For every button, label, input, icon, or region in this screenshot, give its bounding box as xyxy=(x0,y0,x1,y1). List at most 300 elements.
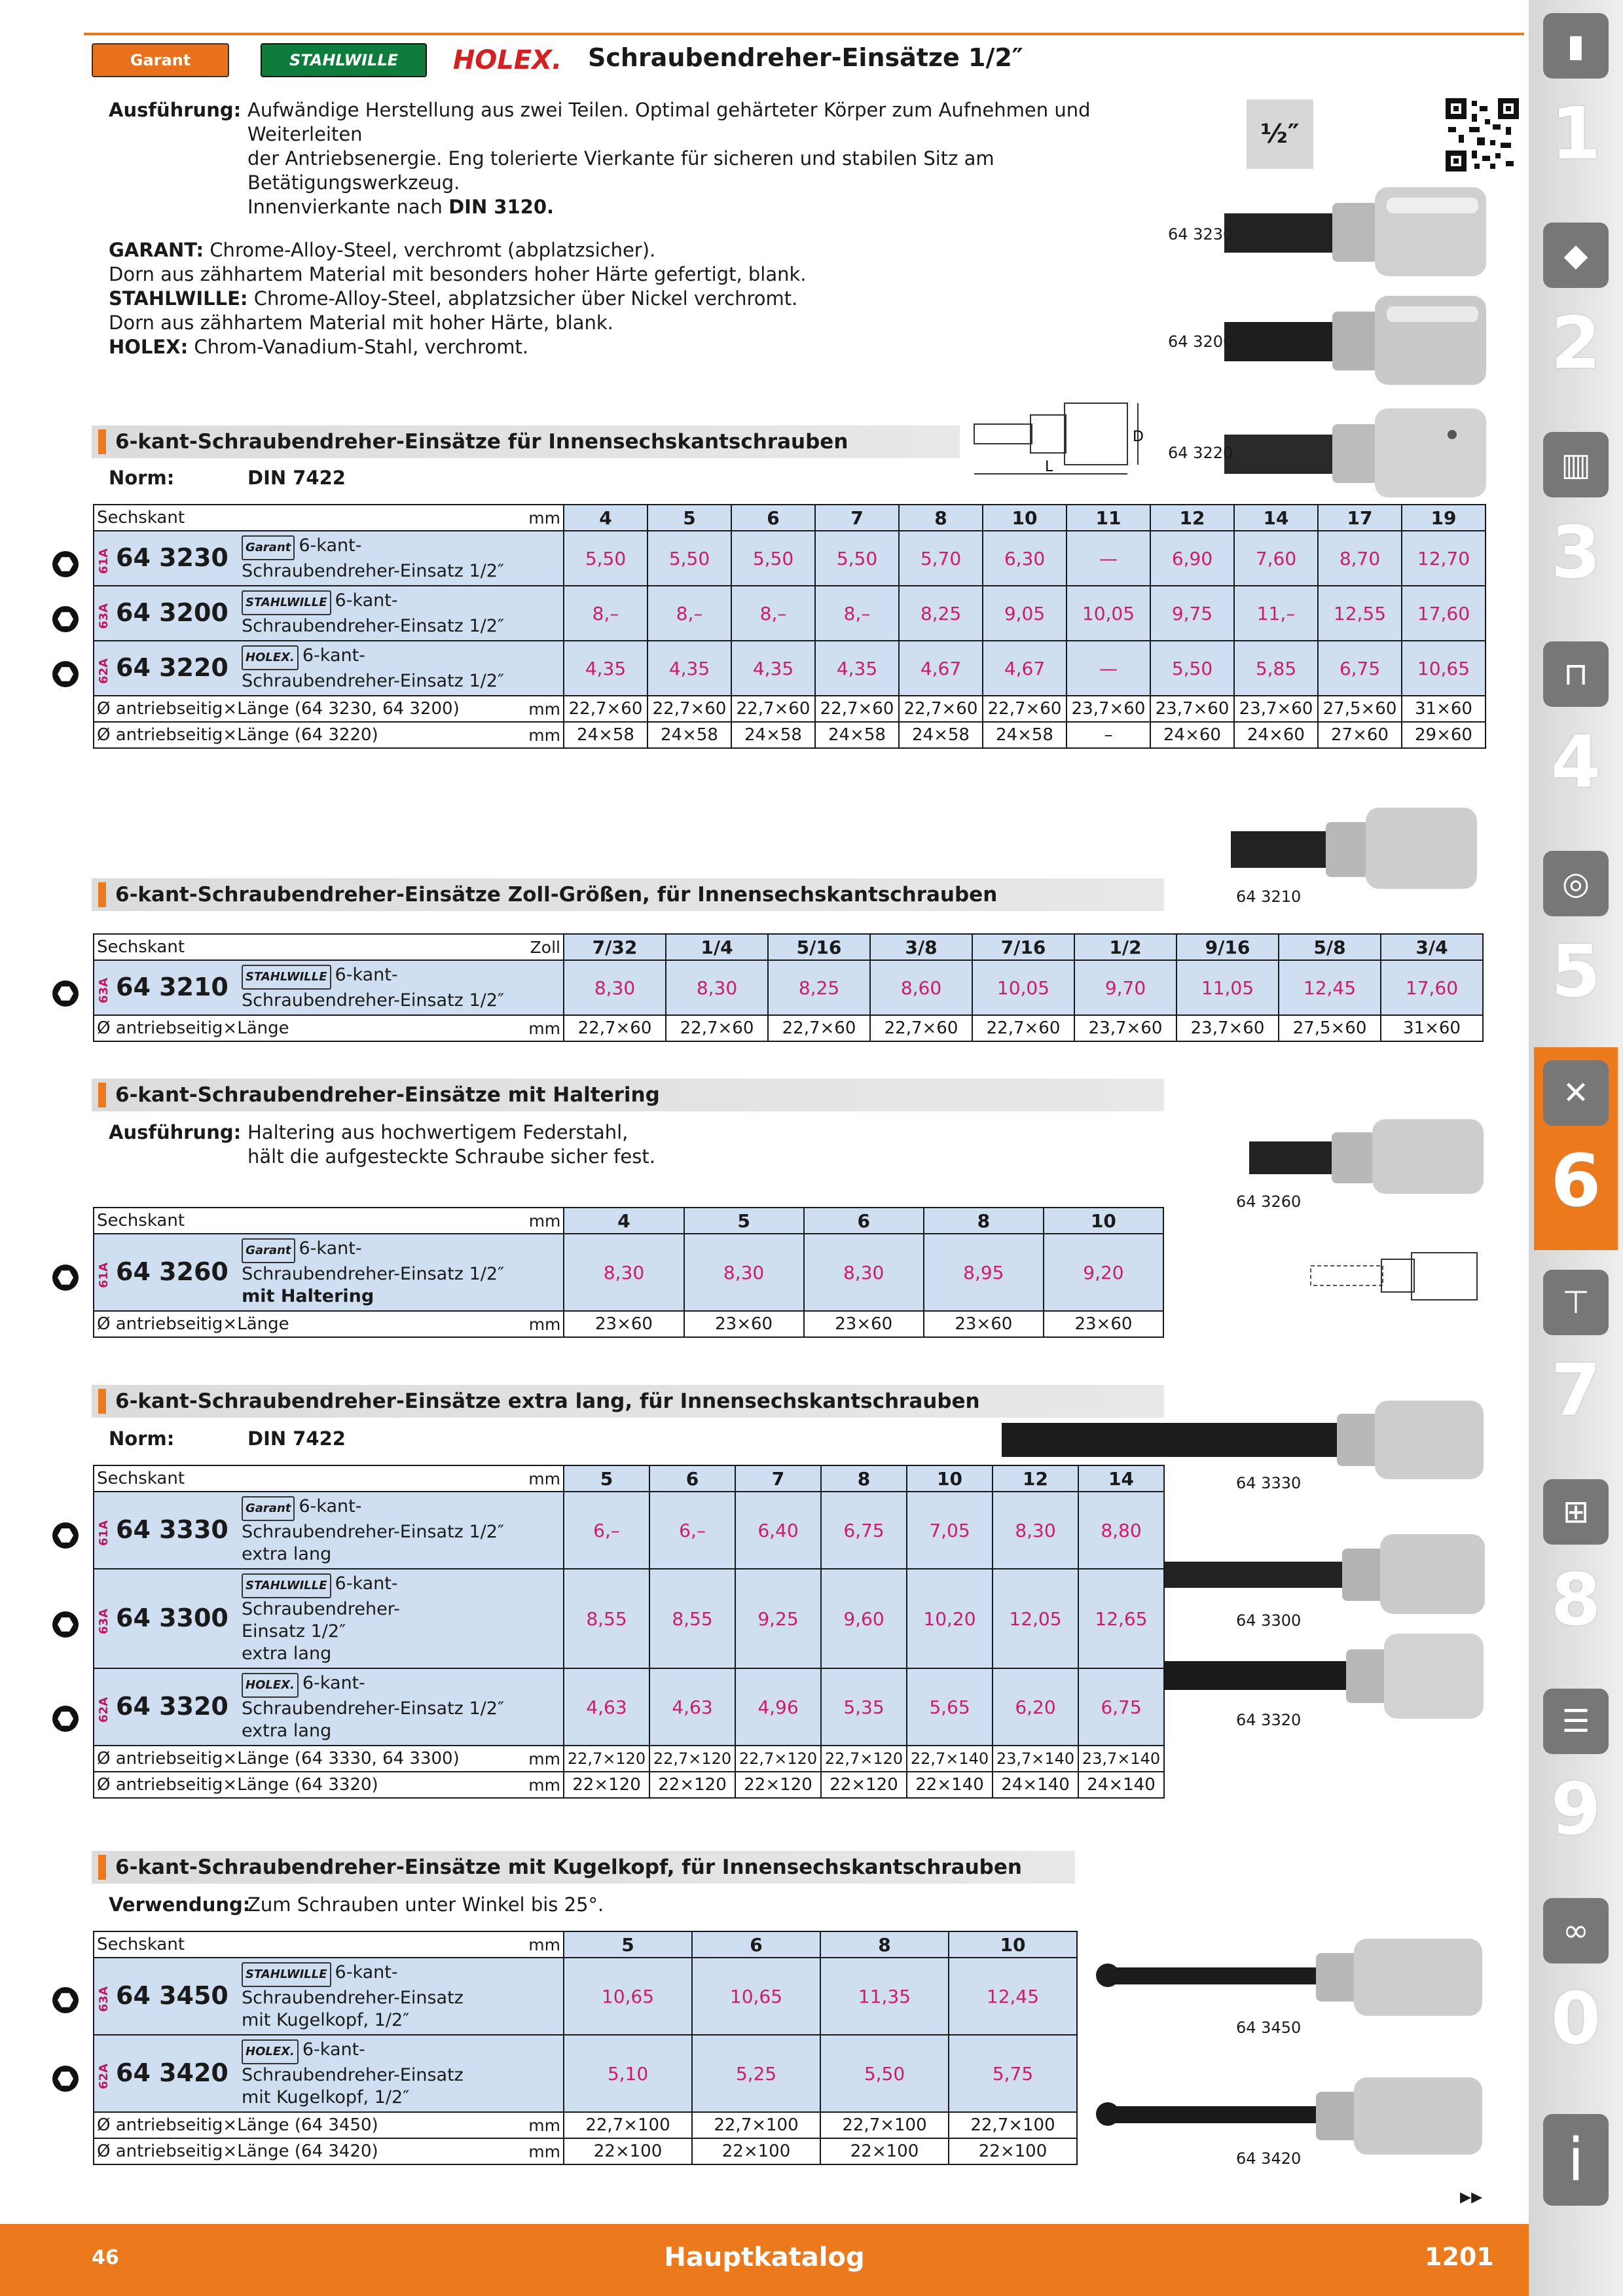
table-row[interactable] xyxy=(94,2035,1077,2112)
price-cell: 11,05 xyxy=(1176,960,1279,1015)
desc-line: 6-kant- xyxy=(335,964,398,985)
dim-cell: 22×100 xyxy=(564,2138,692,2164)
image-label-643200: 64 3200 xyxy=(1168,332,1233,351)
table-header-row xyxy=(94,505,1486,531)
dim-cell: 22×120 xyxy=(564,1772,649,1798)
dimension-row xyxy=(94,1311,1163,1337)
desc-line: Schraubendreher-Einsatz 1/2″ xyxy=(242,1263,505,1284)
brand-mark: Garant xyxy=(242,1238,295,1263)
dim-unit: mm xyxy=(239,1772,564,1798)
s3-exec-text xyxy=(247,1121,655,1169)
sidebar-item-8[interactable] xyxy=(1534,1466,1618,1669)
stahlwille-logo: STAHLWILLE xyxy=(261,43,427,77)
price-cell: 11,– xyxy=(1234,586,1318,641)
price-cell: 8,60 xyxy=(870,960,972,1015)
s1-norm-label: Norm: xyxy=(109,467,175,489)
head-label: Sechskant xyxy=(94,1465,239,1492)
dim-cell: 23,7×60 xyxy=(1074,1015,1176,1041)
hex-drive-icon xyxy=(52,551,79,577)
dim-cell: – xyxy=(1067,722,1150,748)
dim-unit: mm xyxy=(239,1015,564,1041)
size-cell: 5/16 xyxy=(768,934,870,960)
article-cell xyxy=(94,1569,239,1668)
price-cell: 9,25 xyxy=(735,1569,821,1668)
table-row[interactable] xyxy=(94,1958,1077,2035)
screwdriver-wrench-icon: ✕ xyxy=(1543,1060,1609,1126)
price-cell: 4,35 xyxy=(564,641,647,696)
dim-cell: 23×60 xyxy=(924,1311,1044,1337)
price-cell: — xyxy=(1067,531,1150,586)
price-cell: 4,96 xyxy=(735,1668,821,1746)
dim-cell: 22,7×60 xyxy=(899,696,983,722)
dim-cell: 22,7×60 xyxy=(666,1015,768,1041)
price-cell: 5,50 xyxy=(820,2035,949,2112)
dim-unit: mm xyxy=(239,722,564,748)
article-number[interactable]: 64 3330 xyxy=(116,1515,228,1544)
size-cell: 10 xyxy=(983,505,1067,531)
hex-drive-icon xyxy=(52,1265,79,1291)
desc-line: mit Kugelkopf, 1/2″ xyxy=(242,2009,410,2030)
size-cell: 8 xyxy=(821,1465,907,1492)
socket-image-643260 xyxy=(1244,1117,1493,1195)
price-cell: 5,50 xyxy=(1150,641,1234,696)
size-cell: 4 xyxy=(564,505,647,531)
dim-cell: 31×60 xyxy=(1402,696,1486,722)
article-tag: 61A xyxy=(97,1262,111,1288)
price-cell: 6,40 xyxy=(735,1492,821,1569)
desc-line: 6-kant- xyxy=(302,645,365,666)
head-unit: mm xyxy=(239,1931,564,1958)
table-s1 xyxy=(93,504,1486,749)
size-cell: 9/16 xyxy=(1176,934,1279,960)
dimension-row xyxy=(94,722,1486,748)
price-cell: 11,35 xyxy=(820,1958,949,2035)
desc-line: Schraubendreher-Einsatz xyxy=(242,1987,464,2008)
dim-cell: 24×58 xyxy=(815,722,899,748)
table-header-row xyxy=(94,1465,1164,1492)
table-row[interactable] xyxy=(94,1492,1164,1569)
table-s3 xyxy=(93,1207,1164,1338)
price-cell: 8,30 xyxy=(564,1234,684,1311)
table-row[interactable] xyxy=(94,641,1486,696)
dim-cell: 22,7×60 xyxy=(870,1015,972,1041)
insert-icon: ◆ xyxy=(1543,223,1609,288)
s5-use-value: Zum Schrauben unter Winkel bis 25°. xyxy=(247,1893,604,1916)
desc-line: 6-kant- xyxy=(302,1672,365,1693)
table-row[interactable] xyxy=(94,586,1486,641)
caliper-icon: ⊓ xyxy=(1543,641,1609,707)
dim-cell: 22,7×60 xyxy=(564,696,647,722)
dim-cell: 22×140 xyxy=(907,1772,993,1798)
dim-cell: 22,7×120 xyxy=(821,1746,907,1772)
dim-label: Ø antriebseitig×Länge (64 3420) xyxy=(94,2138,239,2164)
dimension-row xyxy=(94,1772,1164,1798)
price-cell: 5,70 xyxy=(899,531,983,586)
sidebar-number: 5 xyxy=(1550,929,1601,1013)
holex-text: Chrom-Vanadium-Stahl, verchromt. xyxy=(194,336,529,358)
sidebar-item-6[interactable] xyxy=(1534,1047,1618,1250)
price-cell: 5,25 xyxy=(692,2035,820,2112)
dim-cell: 24×58 xyxy=(983,722,1067,748)
price-cell: 6,– xyxy=(564,1492,649,1569)
sidebar-number: 3 xyxy=(1550,511,1601,594)
next-page-arrow-icon[interactable]: ▸▸ xyxy=(1460,2183,1483,2210)
desc-line: Schraubendreher-Einsatz 1/2″ xyxy=(242,990,504,1011)
s4-norm-value: DIN 7422 xyxy=(247,1427,346,1450)
price-cell: 7,60 xyxy=(1234,531,1318,586)
price-cell: 8,– xyxy=(647,586,731,641)
hex-drive-icon xyxy=(52,1987,79,2013)
article-number[interactable]: 64 3420 xyxy=(116,2058,228,2087)
dim-cell: 22×120 xyxy=(649,1772,735,1798)
dim-cell: 22×100 xyxy=(949,2138,1077,2164)
desc-line: Einsatz 1/2″ xyxy=(242,1621,346,1641)
price-cell: — xyxy=(1067,641,1150,696)
hex-drive-icon xyxy=(52,980,79,1007)
size-cell: 7/16 xyxy=(972,934,1074,960)
article-desc xyxy=(239,641,564,696)
sidebar-item-2[interactable] xyxy=(1534,209,1618,412)
sidebar-item-7[interactable] xyxy=(1534,1257,1618,1460)
price-cell: 4,63 xyxy=(564,1668,649,1746)
image-label-643300: 64 3300 xyxy=(1236,1611,1302,1630)
image-label-643320: 64 3320 xyxy=(1236,1711,1302,1729)
brand-mark: HOLEX. xyxy=(242,2039,299,2064)
article-number[interactable]: 64 3210 xyxy=(116,972,228,1001)
table-row[interactable] xyxy=(94,1668,1164,1746)
table-s4 xyxy=(93,1465,1165,1799)
sidebar-item-5[interactable] xyxy=(1534,838,1618,1041)
intro-text xyxy=(247,98,1197,219)
price-cell: 12,45 xyxy=(949,1958,1077,2035)
size-cell: 14 xyxy=(1078,1465,1164,1492)
dim-cell: 24×58 xyxy=(564,722,647,748)
dim-cell: 29×60 xyxy=(1402,722,1486,748)
dim-cell: 22,7×60 xyxy=(564,1015,666,1041)
saw-blade-icon: ◎ xyxy=(1543,851,1609,916)
size-cell: 1/4 xyxy=(666,934,768,960)
socket-image-643220 xyxy=(1218,406,1493,501)
size-cell: 4 xyxy=(564,1208,684,1234)
table-row[interactable] xyxy=(94,960,1483,1015)
price-cell: 9,20 xyxy=(1044,1234,1163,1311)
dim-cell: 22×120 xyxy=(735,1772,821,1798)
price-cell: 8,55 xyxy=(649,1569,735,1668)
dim-unit: mm xyxy=(239,2138,564,2164)
footer-catalog-title: Hauptkatalog xyxy=(664,2242,865,2272)
sidebar-number: 6 xyxy=(1550,1139,1601,1223)
garant-logo: Garant xyxy=(92,43,229,77)
price-cell: 8,30 xyxy=(804,1234,924,1311)
sidebar-item-3[interactable] xyxy=(1534,419,1618,622)
article-desc xyxy=(239,960,564,1015)
price-cell: 8,– xyxy=(815,586,899,641)
price-cell: 8,30 xyxy=(993,1492,1078,1569)
article-tag: 63A xyxy=(97,1986,111,2012)
article-desc xyxy=(239,1569,564,1668)
section-4-title: 6-kant-Schraubendreher-Einsätze extra lang, für Innensechskantschrauben xyxy=(92,1385,1164,1418)
article-number[interactable]: 64 3320 xyxy=(116,1691,228,1721)
article-tag: 61A xyxy=(97,548,111,574)
head-label: Sechskant xyxy=(94,934,239,960)
price-cell: 8,80 xyxy=(1078,1492,1164,1569)
size-badge: ½″ xyxy=(1247,99,1313,169)
sidebar-item-1[interactable] xyxy=(1534,0,1618,203)
article-desc xyxy=(239,2035,564,2112)
image-label-643210: 64 3210 xyxy=(1236,888,1302,906)
article-desc xyxy=(239,586,564,641)
price-cell: 9,05 xyxy=(983,586,1067,641)
article-tag: 63A xyxy=(97,603,111,629)
size-cell: 10 xyxy=(907,1465,993,1492)
article-number[interactable]: 64 3300 xyxy=(116,1603,228,1632)
price-cell: 17,60 xyxy=(1381,960,1483,1015)
price-cell: 4,63 xyxy=(649,1668,735,1746)
sidebar-item-0[interactable] xyxy=(1534,1885,1618,2088)
desc-line: Schraubendreher-Einsatz 1/2″ xyxy=(242,1521,504,1542)
dim-cell: 23,7×60 xyxy=(1234,696,1318,722)
dim-cell: 27,5×60 xyxy=(1318,696,1402,722)
stahlwille-text: Chrome-Alloy-Steel, abplatzsicher über Nickel verchromt. xyxy=(253,287,798,310)
intro-line-1: Aufwändige Herstellung aus zwei Teilen. Optimal gehärteter Körper zum Aufnehmen und Weiterleiten xyxy=(247,99,1091,145)
socket-image-643230 xyxy=(1218,185,1493,279)
price-cell: 10,65 xyxy=(692,1958,820,2035)
intro-din: DIN 3120. xyxy=(448,196,555,218)
price-cell: 10,20 xyxy=(907,1569,993,1668)
header-rule xyxy=(84,33,1524,35)
article-number[interactable]: 64 3260 xyxy=(116,1257,228,1286)
size-cell: 17 xyxy=(1318,505,1402,531)
dim-unit: mm xyxy=(239,696,564,722)
price-cell: 6,30 xyxy=(983,531,1067,586)
size-cell: 11 xyxy=(1067,505,1150,531)
dim-cell: 23,7×60 xyxy=(1067,696,1150,722)
article-cell xyxy=(94,1668,239,1746)
footer-page-number: 1201 xyxy=(1425,2242,1494,2271)
desc-line: mit Kugelkopf, 1/2″ xyxy=(242,2087,410,2108)
desc-line: 6-kant- xyxy=(302,2039,365,2060)
size-cell: 3/4 xyxy=(1381,934,1483,960)
table-row[interactable] xyxy=(94,531,1486,586)
dim-cell: 22,7×120 xyxy=(564,1746,649,1772)
stahlwille-label: STAHLWILLE: xyxy=(109,287,248,310)
size-cell: 1/2 xyxy=(1074,934,1176,960)
qr-code-icon[interactable] xyxy=(1446,98,1519,171)
article-cell xyxy=(94,960,239,1015)
article-cell xyxy=(94,2035,239,2112)
brand-mark: STAHLWILLE xyxy=(242,1962,331,1987)
price-cell: 7,05 xyxy=(907,1492,993,1569)
price-cell: 5,10 xyxy=(564,2035,692,2112)
article-cell xyxy=(94,1958,239,2035)
dim-cell: 23,7×140 xyxy=(993,1746,1078,1772)
article-number[interactable]: 64 3200 xyxy=(116,598,228,627)
price-cell: 5,35 xyxy=(821,1668,907,1746)
article-number[interactable]: 64 3220 xyxy=(116,653,228,682)
size-cell: 19 xyxy=(1402,505,1486,531)
materials-garant xyxy=(109,238,960,262)
price-cell: 5,50 xyxy=(647,531,731,586)
materials-holex xyxy=(109,335,960,359)
brand-mark: HOLEX. xyxy=(242,1673,299,1698)
article-desc xyxy=(239,1492,564,1569)
size-cell: 6 xyxy=(692,1931,820,1958)
info-icon: i xyxy=(1543,2114,1609,2206)
brand-mark: STAHLWILLE xyxy=(242,1573,331,1598)
desc-line: 6-kant- xyxy=(335,590,398,611)
size-cell: 6 xyxy=(731,505,815,531)
dim-cell: 22,7×60 xyxy=(647,696,731,722)
dim-cell: 24×140 xyxy=(1078,1772,1164,1798)
price-cell: 8,70 xyxy=(1318,531,1402,586)
dim-cell: 24×58 xyxy=(899,722,983,748)
dim-cell: 23,7×60 xyxy=(1176,1015,1279,1041)
table-row[interactable] xyxy=(94,1569,1164,1668)
price-cell: 12,55 xyxy=(1318,586,1402,641)
sidebar-item-4[interactable] xyxy=(1534,628,1618,831)
price-cell: 6,75 xyxy=(821,1492,907,1569)
dim-cell: 23×60 xyxy=(684,1311,804,1337)
price-cell: 6,75 xyxy=(1078,1668,1164,1746)
dimension-row xyxy=(94,2112,1077,2138)
price-cell: 8,95 xyxy=(924,1234,1044,1311)
dimension-row xyxy=(94,1746,1164,1772)
desc-line: extra lang xyxy=(242,1643,332,1664)
price-cell: 4,35 xyxy=(815,641,899,696)
table-header-row xyxy=(94,1931,1077,1958)
article-desc xyxy=(239,1668,564,1746)
dim-cell: 22,7×100 xyxy=(949,2112,1077,2138)
dim-cell: 24×140 xyxy=(993,1772,1078,1798)
dim-label: Ø antriebseitig×Länge (64 3330, 64 3300) xyxy=(94,1746,239,1772)
size-cell: 8 xyxy=(924,1208,1044,1234)
sidebar-item-info[interactable] xyxy=(1534,2088,1618,2291)
dim-cell: 24×60 xyxy=(1234,722,1318,748)
dim-label: Ø antriebseitig×Länge xyxy=(94,1311,239,1337)
desc-line: Schraubendreher-Einsatz 1/2″ xyxy=(242,670,504,691)
article-number[interactable]: 64 3450 xyxy=(116,1981,228,2010)
sidebar-number: 4 xyxy=(1550,720,1601,804)
price-cell: 10,05 xyxy=(972,960,1074,1015)
sidebar-number: 7 xyxy=(1550,1348,1601,1432)
sidebar-number: 8 xyxy=(1550,1558,1601,1641)
image-label-643330: 64 3330 xyxy=(1236,1474,1302,1492)
dim-cell: 22×100 xyxy=(820,2138,949,2164)
hex-drive-icon xyxy=(52,1611,79,1638)
s4-norm-label: Norm: xyxy=(109,1427,175,1450)
price-cell: 5,75 xyxy=(949,2035,1077,2112)
image-label-643220: 64 3220 xyxy=(1168,444,1233,462)
hex-drive-icon xyxy=(52,1706,79,1732)
article-tag: 63A xyxy=(97,977,111,1003)
hex-drive-icon xyxy=(52,661,79,687)
desc-line: mit Haltering xyxy=(242,1285,374,1306)
desc-line: Schraubendreher- xyxy=(242,1598,400,1619)
article-number[interactable]: 64 3230 xyxy=(116,543,228,572)
size-cell: 10 xyxy=(949,1931,1077,1958)
table-header-row xyxy=(94,1208,1163,1234)
price-cell: 8,25 xyxy=(899,586,983,641)
garant-text-2: Dorn aus zähhartem Material mit besonders hoher Härte gefertigt, blank. xyxy=(109,263,807,285)
size-cell: 12 xyxy=(1150,505,1234,531)
desc-line: 6-kant- xyxy=(299,1238,362,1259)
dimension-row xyxy=(94,2138,1077,2164)
dim-cell: 23×60 xyxy=(1044,1311,1163,1337)
price-cell: 12,45 xyxy=(1279,960,1381,1015)
price-cell: 8,– xyxy=(564,586,647,641)
garant-text: Chrome-Alloy-Steel, verchromt (abplatzsicher). xyxy=(210,239,656,261)
price-cell: 12,70 xyxy=(1402,531,1486,586)
dim-unit: mm xyxy=(239,1311,564,1337)
safety-glasses-icon: ∞ xyxy=(1543,1898,1609,1964)
price-cell: 9,75 xyxy=(1150,586,1234,641)
price-cell: 6,– xyxy=(649,1492,735,1569)
article-cell xyxy=(94,1234,239,1311)
s5-use-label: Verwendung: xyxy=(109,1893,251,1916)
sidebar-item-9[interactable] xyxy=(1534,1676,1618,1878)
dim-cell: 24×58 xyxy=(647,722,731,748)
dim-cell: 22,7×60 xyxy=(731,696,815,722)
dim-cell: 31×60 xyxy=(1381,1015,1483,1041)
dim-cell: 27,5×60 xyxy=(1279,1015,1381,1041)
intro-line-3-text: Innenvierkante nach xyxy=(247,196,449,218)
image-label-643450: 64 3450 xyxy=(1236,2018,1302,2037)
size-cell: 3/8 xyxy=(870,934,972,960)
size-cell: 14 xyxy=(1234,505,1318,531)
desc-line: 6-kant- xyxy=(335,1573,398,1594)
dim-label: Ø antriebseitig×Länge (64 3230, 64 3200) xyxy=(94,696,239,722)
size-cell: 6 xyxy=(804,1208,924,1234)
desc-line: Schraubendreher-Einsatz 1/2″ xyxy=(242,1698,504,1719)
head-unit: mm xyxy=(239,1208,564,1234)
hex-drive-icon xyxy=(52,1522,79,1549)
intro-line-2: der Antriebsenergie. Eng tolerierte Vierkante für sicheren und stabilen Sitz am Betätigungswerkzeug. xyxy=(247,147,994,194)
dim-cell: 24×60 xyxy=(1150,722,1234,748)
article-tag: 62A xyxy=(97,658,111,684)
table-header-row xyxy=(94,934,1483,960)
cabinet-icon: ☰ xyxy=(1543,1689,1609,1754)
hex-drive-icon xyxy=(52,2066,79,2092)
desc-line: 6-kant- xyxy=(335,1962,398,1982)
table-row[interactable] xyxy=(94,1234,1163,1311)
dim-d-label: D xyxy=(1133,429,1144,445)
hex-drive-icon xyxy=(52,606,79,632)
materials-stahlwille xyxy=(109,287,960,311)
article-desc xyxy=(239,531,564,586)
s3-exec-line-1: Haltering aus hochwertigem Federstahl, xyxy=(247,1121,629,1143)
dim-cell: 24×58 xyxy=(731,722,815,748)
desc-line: extra lang xyxy=(242,1720,332,1741)
image-label-643420: 64 3420 xyxy=(1236,2149,1302,2168)
article-tag: 63A xyxy=(97,1608,111,1634)
brand-mark: STAHLWILLE xyxy=(242,590,331,615)
price-cell: 10,05 xyxy=(1067,586,1150,641)
socket-image-643450 xyxy=(1093,1935,1486,2020)
size-cell: 10 xyxy=(1044,1208,1163,1234)
dim-l-label: L xyxy=(1045,459,1053,475)
dim-label: Ø antriebseitig×Länge (64 3220) xyxy=(94,722,239,748)
brand-mark: HOLEX. xyxy=(242,645,299,670)
price-cell: 6,75 xyxy=(1318,641,1402,696)
dim-cell: 22,7×120 xyxy=(649,1746,735,1772)
price-cell: 5,50 xyxy=(815,531,899,586)
dim-cell: 22,7×100 xyxy=(692,2112,820,2138)
desc-line: 6-kant- xyxy=(299,535,362,556)
dim-cell: 22,7×100 xyxy=(820,2112,949,2138)
size-cell: 8 xyxy=(899,505,983,531)
materials-block xyxy=(109,238,960,359)
size-cell: 12 xyxy=(993,1465,1078,1492)
